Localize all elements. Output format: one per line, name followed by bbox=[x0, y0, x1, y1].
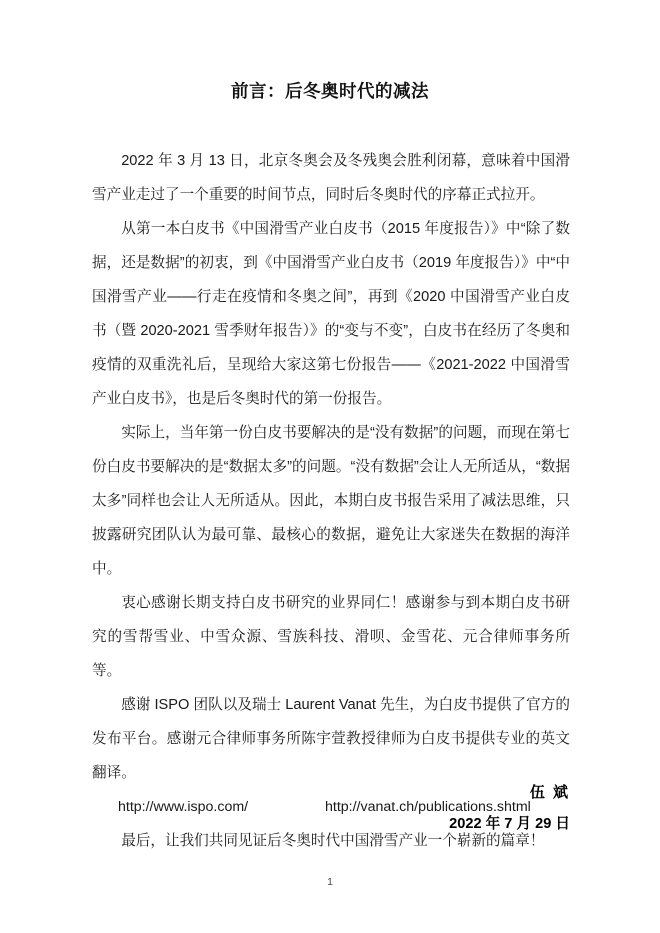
paragraph-4: 衷心感谢长期支持白皮书研究的业界同仁！感谢参与到本期白皮书研究的雪帮雪业、中雪众源、雪族科技、滑呗、金雪花、元合律师事务所等。 bbox=[92, 595, 570, 679]
paragraph-1: 2022 年 3 月 13 日，北京冬奥会及冬残奥会胜利闭幕，意味着中国滑雪产业走过了一个重要的时间节点，同时后冬奥时代的序幕正式拉开。 bbox=[92, 153, 570, 203]
paragraph-3: 实际上，当年第一份白皮书要解决的是“没有数据”的问题，而现在第七份白皮书要解决的是“数据太多”的问题。“没有数据”会让人无所适从，“数据太多”同样也会让人无所适从。因此，本期白皮书报告采用了减法思维，只披露研究团队认为最可靠、最核心的数据，避免让大家迷失在数据的海洋中。 bbox=[92, 425, 570, 577]
signature-block bbox=[92, 778, 570, 840]
vanat-publications-link[interactable]: http://vanat.ch/publications.shtml bbox=[325, 799, 531, 815]
signature-date: 2022 年 7 月 29 日 bbox=[449, 816, 570, 832]
page-title: 前言：后冬奥时代的减法 bbox=[231, 81, 429, 101]
page-number: 1 bbox=[327, 876, 333, 888]
paragraph-2: 从第一本白皮书《中国滑雪产业白皮书（2015 年度报告）》中“除了数据，还是数据”的初衷，到《中国滑雪产业白皮书（2019 年度报告）》中“中国滑雪产业——行走在疫情和冬奥之间”，再到《2020 中国滑雪产业白皮书（暨 2020-2021 雪季财年报告）》的“变与不变”，白皮书在经历了冬奥和疫情的双重洗礼后，呈现给大家这第七份报告——《2021-2022 中国滑雪产业白皮书》，也是后冬奥时代的第一份报告。 bbox=[92, 221, 570, 407]
closing-paragraph: 最后，让我们共同见证后冬奥时代中国滑雪产业一个崭新的篇章！ bbox=[121, 833, 545, 849]
document-body bbox=[92, 144, 570, 858]
ispo-website-link[interactable]: http://www.ispo.com/ bbox=[118, 799, 249, 815]
paragraph-5: 感谢 ISPO 团队以及瑞士 Laurent Vanat 先生，为白皮书提供了官方的发布平台。感谢元合律师事务所陈宇萱教授律师为白皮书提供专业的英文翻译。 bbox=[92, 697, 570, 781]
author-signature: 伍 斌 bbox=[529, 784, 570, 801]
